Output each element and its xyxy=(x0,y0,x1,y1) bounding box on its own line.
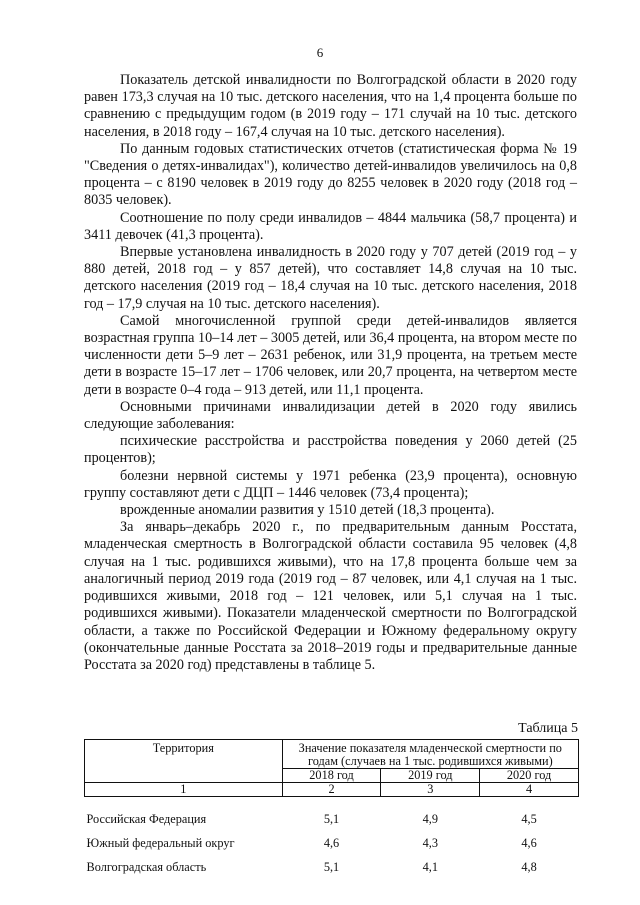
row-territory: Волгоградская область xyxy=(86,859,207,874)
paragraph: Впервые установлена инвалидность в 2020 году у 707 детей (2019 год – у 880 детей, 2018 год – у 857 детей), что составляет 14,8 случая на 10 тыс. детского населения (2019 год – 18,4 случая на 10 тыс. детского населения, 2018 год – 17,9 случая на 10 тыс. детского населения). xyxy=(84,244,577,312)
row-value: 4,9 xyxy=(422,811,438,826)
row-value: 4,1 xyxy=(422,859,438,874)
column-number: 1 xyxy=(85,783,283,797)
column-number: 3 xyxy=(381,783,480,797)
row-value: 4,6 xyxy=(521,835,537,850)
paragraph: За январь–декабрь 2020 г., по предварительным данным Росстата, младенческая смертность в Волгоградской области составила 95 человек (4,8 случая на 1 тыс. родившихся живыми), что на 17,8 процента больше чем за аналогичный период 2019 года (2019 год – 87 человек, или 4,1 случая на 1 тыс. родившихся живыми, 2018 год – 121 человек, или 5,1 случая на 1 тыс. родившихся живыми). Показатели младенческой смертности по Волгоградской области, а также по Российской Федерации и Южному федеральному округу (окончательные данные Росстата за 2018–2019 годы и предварительные данные Росстата за 2020 год) представлены в таблице 5. xyxy=(84,519,577,673)
header-value-group: Значение показателя младенческой смертности по годам (случаев на 1 тыс. родившихся живыми) xyxy=(282,740,578,769)
infant-mortality-table xyxy=(84,739,579,879)
row-territory: Южный федеральный округ xyxy=(86,835,235,850)
header-year: 2018 год xyxy=(282,769,381,783)
row-territory: Российская Федерация xyxy=(86,811,207,826)
list-item: врожденные аномалии развития у 1510 детей (18,3 процента). xyxy=(120,502,495,519)
list-item: психические расстройства и расстройства поведения у 2060 детей (25 процентов); xyxy=(84,433,577,467)
paragraph: По данным годовых статистических отчетов (статистическая форма № 19 "Сведения о детях-инвалидах"), количество детей-инвалидов увеличилось на 0,8 процента – с 8190 человек в 2019 году до 8255 человек в 2020 году (2018 год – 8035 человек). xyxy=(84,140,577,209)
header-territory: Территория xyxy=(85,740,283,783)
table-row xyxy=(85,807,579,831)
page-number: 6 xyxy=(316,45,324,60)
column-number: 4 xyxy=(480,783,579,797)
row-value: 4,8 xyxy=(521,859,537,874)
paragraph: Показатель детской инвалидности по Волгоградской области в 2020 году равен 173,3 случая на 10 тыс. детского населения, что на 1,4 процента больше по сравнению с предыдущим годом (в 2019 году – 171 случай на 10 тыс. детского населения, в 2018 году – 167,4 случая на 10 тыс. детского населения). xyxy=(84,72,577,140)
paragraph: Самой многочисленной группой среди детей-инвалидов является возрастная группа 10–14 лет – 3005 детей, или 36,4 процента, на втором месте по численности дети 5–9 лет – 2631 ребенок, или 31,9 процента, на третьем месте дети в возрасте 15–17 лет – 1706 человек, или 20,7 процента, на четвертом месте дети в возрасте 0–4 года – 913 детей, или 11,1 процента. xyxy=(84,312,577,398)
header-year: 2019 год xyxy=(381,769,480,783)
column-number: 2 xyxy=(282,783,381,797)
row-value: 5,1 xyxy=(323,811,340,826)
row-value: 4,3 xyxy=(422,835,438,850)
table-row xyxy=(85,855,579,879)
paragraph: Основными причинами инвалидизации детей в 2020 году явились следующие заболевания: xyxy=(84,398,577,433)
row-value: 4,6 xyxy=(323,835,340,850)
table-caption: Таблица 5 xyxy=(518,721,578,736)
row-value: 4,5 xyxy=(521,811,537,826)
body-text xyxy=(84,72,577,674)
list-item: болезни нервной системы у 1971 ребенка (23,9 процента), основную группу составляют дети с ДЦП – 1446 человек (73,4 процента); xyxy=(84,467,577,501)
row-value: 5,1 xyxy=(323,859,340,874)
table-row xyxy=(85,831,579,855)
paragraph: Соотношение по полу среди инвалидов – 4844 мальчика (58,7 процента) и 3411 девочек (41,3 процента). xyxy=(84,209,577,243)
header-year: 2020 год xyxy=(480,769,579,783)
